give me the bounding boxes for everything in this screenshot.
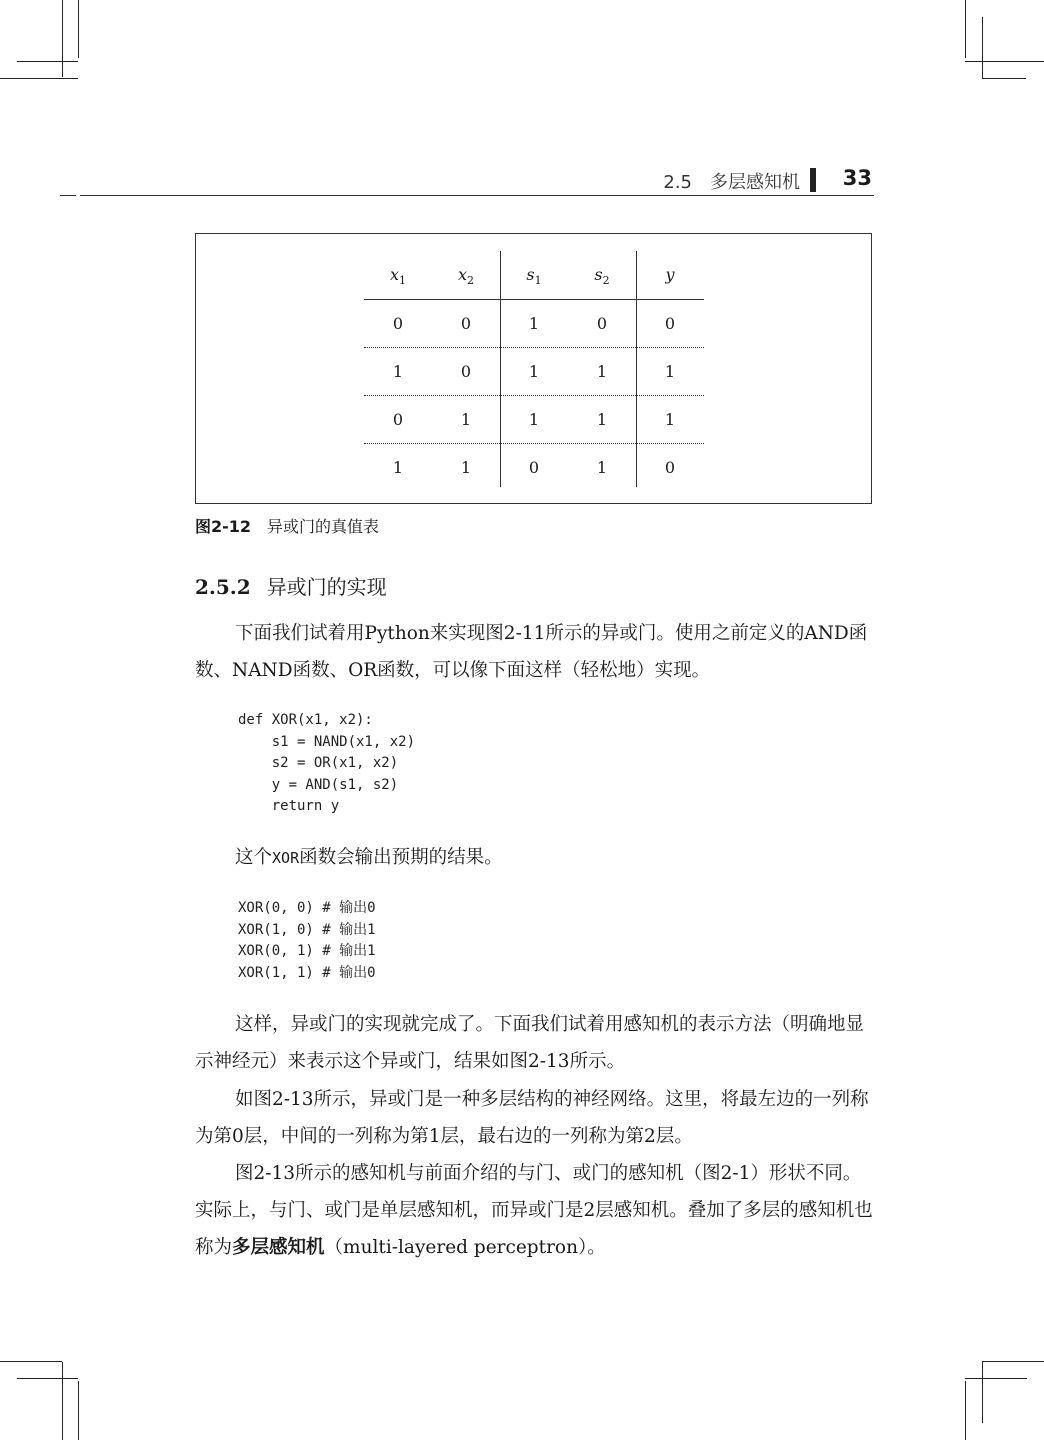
section-number: 2.5.2: [195, 575, 251, 599]
table-cell: 1: [460, 458, 472, 477]
truth-table: [364, 251, 704, 491]
table-header-row: [364, 251, 704, 300]
table-cell: 1: [460, 410, 472, 429]
paragraph-text: 这样，异或门的实现就完成了。下面我们试着用感知机的表示方法（明确地显示神经元）来表示这个异或门，结果如图2-13所示。: [195, 1014, 865, 1072]
column-header-x2: $x_2$: [457, 265, 475, 288]
table-cell: 1: [392, 362, 404, 381]
table-cell: 0: [528, 458, 540, 477]
table-cell: 0: [664, 458, 676, 477]
paragraph-text: 下面我们试着用Python来实现图2-11所示的异或门。使用之前定义的AND函数、NAND函数、OR函数，可以像下面这样（轻松地）实现。: [195, 623, 868, 681]
table-cell: 0: [460, 362, 472, 381]
table-cell: 0: [664, 314, 676, 333]
column-header-s2: $s_2$: [594, 265, 610, 288]
table-cell: 1: [528, 314, 540, 333]
paragraph-text: 函数会输出预期的结果。: [299, 847, 503, 868]
table-cell: 0: [392, 314, 404, 333]
column-header-x1: $x_1$: [389, 265, 407, 288]
crop-mark: [982, 1361, 1044, 1362]
table-row: [364, 300, 704, 348]
figure-truth-table: [195, 233, 872, 504]
inline-code: XOR: [272, 849, 300, 867]
running-header: [60, 166, 874, 196]
crop-mark: [965, 1378, 1027, 1379]
page-number: 33: [842, 166, 872, 190]
table-cell: 1: [528, 410, 540, 429]
column-header-s1: $s_1$: [526, 265, 542, 288]
section-title: 异或门的实现: [266, 575, 387, 599]
table-row: [364, 348, 704, 396]
figure-caption-text: 异或门的真值表: [267, 517, 380, 536]
crop-mark: [965, 0, 966, 58]
crop-mark: [965, 1381, 966, 1440]
crop-mark: [62, 1362, 63, 1440]
table-cell: 1: [596, 458, 608, 477]
header-bar: [810, 168, 816, 192]
table-cell: 1: [664, 362, 676, 381]
paragraph-text: （multi-layered perceptron）。: [324, 1237, 606, 1258]
figure-caption-label: 图2-12: [195, 517, 252, 536]
table-cell: 1: [528, 362, 540, 381]
paragraph-text: 如图2-13所示，异或门是一种多层结构的神经网络。这里，将最左边的一列称为第0层，中间的一列称为第1层，最右边的一列称为第2层。: [195, 1089, 869, 1147]
bold-term: 多层感知机: [232, 1237, 325, 1258]
paragraph-text: 图2-13所示的感知机与前面介绍的与门、或门的感知机（图2-1）形状不同。实际上，与门、或门是单层感知机，而异或门是2层感知机。叠加了多层的感知机也称为: [195, 1163, 873, 1258]
paragraph: [195, 839, 873, 877]
crop-mark: [78, 0, 79, 58]
crop-mark: [62, 0, 63, 77]
paragraph: [195, 1081, 873, 1155]
crop-mark: [982, 1362, 983, 1423]
crop-mark: [17, 61, 78, 62]
code-block-xor-definition: def XOR(x1, x2): s1 = NAND(x1, x2) s2 = OR(x1, x2) y = AND(s1, s2) return y: [238, 712, 416, 814]
crop-mark: [982, 17, 983, 78]
table-cell: 1: [596, 410, 608, 429]
figure-caption: [195, 514, 379, 537]
crop-mark: [17, 1378, 78, 1379]
crop-mark: [965, 61, 1044, 62]
table-cell: 1: [664, 410, 676, 429]
header-rule: [60, 195, 76, 196]
table-cell: 1: [392, 458, 404, 477]
table-row: [364, 396, 704, 444]
paragraph: [195, 1155, 873, 1266]
column-header-y: y: [665, 265, 675, 284]
paragraph: [195, 1006, 873, 1080]
paragraph: [195, 615, 873, 689]
section-heading: [195, 571, 387, 600]
crop-mark: [0, 78, 78, 79]
table-cell: 0: [392, 410, 404, 429]
crop-mark: [0, 1361, 62, 1362]
table-cell: 1: [596, 362, 608, 381]
header-rule: [80, 195, 874, 196]
table-row: [364, 444, 704, 491]
header-section-title: 2.5 多层感知机: [663, 172, 800, 193]
code-block-xor-calls: XOR(0, 0) # 输出0 XOR(1, 0) # 输出1 XOR(0, 1) # 输出1 XOR(1, 1) # 输出0: [238, 900, 376, 981]
table-cell: 0: [596, 314, 608, 333]
paragraph-text: 这个: [235, 847, 273, 868]
crop-mark: [982, 78, 1026, 79]
crop-mark: [78, 1381, 79, 1440]
table-cell: 0: [460, 314, 472, 333]
